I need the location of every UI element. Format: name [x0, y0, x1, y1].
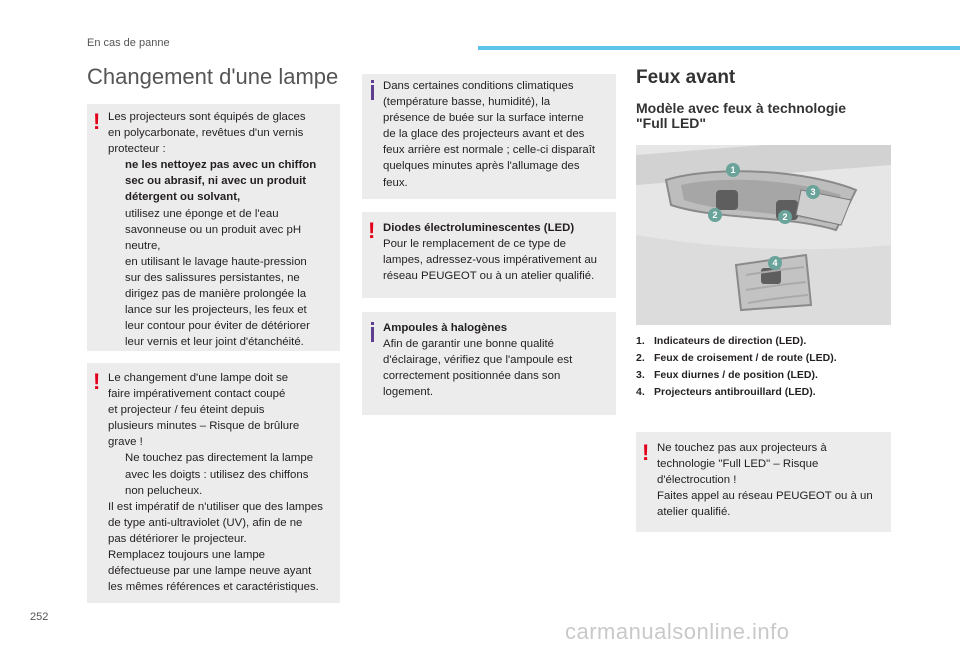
warning-box-lamp-change: [87, 363, 340, 603]
section-title: Feux avant: [636, 67, 736, 88]
warning-box-led: [362, 212, 616, 298]
badge-3: 3: [806, 185, 820, 199]
info-icon: [371, 85, 374, 100]
warning-text: Le changement d'une lampe doit se faire impérativement contact coupé et projecteur / feu éteint depuis plusieurs minutes – Risque de brûlure grave ! Ne touchez pas directement la lampe avec les doigts : utilisez des chiffons non pelucheux. Il est impératif de n'utiliser que des lampes de type anti-ultraviolet (UV), afin de ne pas détériorer le projecteur. Remplacez toujours une lampe défectueuse par une lampe neuve ayant les mêmes références et caractéristiques.: [108, 370, 334, 595]
warning-icon: !: [642, 440, 650, 465]
info-text: Dans certaines conditions climatiques (température basse, humidité), la présence de buée sur la surface interne de la glace des projecteurs avant et des feux arrière est normale ; celle-ci disparaît quelques minutes après l'allumage des feux.: [383, 80, 596, 189]
warning-icon: !: [93, 369, 101, 394]
info-icon-dot: [371, 322, 374, 325]
box-title: Diodes électroluminescentes (LED): [383, 222, 575, 234]
badge-1: 1: [726, 163, 740, 177]
bullet-item: utilisez une éponge et de l'eau savonneuse ou un produit avec pH neutre,: [125, 207, 302, 252]
info-icon-dot: [371, 80, 374, 83]
warning-text: Ne touchez pas aux projecteurs à technologie "Full LED" – Risque d'électrocution ! Faites appel au réseau PEUGEOT ou à un atelier qualifié.: [657, 442, 873, 519]
legend-item: 4. Projecteurs antibrouillard (LED).: [636, 386, 816, 398]
warning-icon: !: [368, 218, 376, 243]
warning-text: Les projecteurs sont équipés de glaces en polycarbonate, revêtues d'un vernis protecteur : ne les nettoyez pas avec un chiffon sec ou abrasif, ni avec un produit détergent ou solvant, utilisez une éponge et de l'eau savonneuse ou un produit avec pH neutre, en utilisant le lavage haute-pression sur des salissures persistantes, ne dirigez pas de manière prolongée la lance sur les projecteurs, les feux et leur contour pour éviter de détériorer leur vernis et leur joint d'étanchéité.: [108, 109, 334, 350]
section-subtitle: Modèle avec feux à technologie "Full LED": [636, 100, 847, 131]
info-icon: [371, 327, 374, 342]
bullet-item: ne les nettoyez pas avec un chiffon sec ou abrasif, ni avec un produit détergent ou solvant,: [125, 159, 317, 204]
info-text: Ampoules à halogènes Afin de garantir une bonne qualité d'éclairage, vérifiez que l'ampoule est correctement positionnée dans son logement.: [383, 320, 610, 400]
badge-4: 4: [768, 256, 782, 270]
warning-box-full-led: [636, 432, 891, 532]
warning-box-cleaning: [87, 104, 340, 351]
bullet-item: en utilisant le lavage haute-pression sur des salissures persistantes, ne dirigez pas de manière prolongée la lance sur les projecteurs, les feux et leur contour pour éviter de détériorer leur vernis et leur joint d'étanchéité.: [125, 255, 310, 349]
warning-text: Diodes électroluminescentes (LED) Pour le remplacement de ce type de lampes, adressez-vous impérativement au réseau PEUGEOT ou à un atelier qualifié.: [383, 220, 610, 284]
photo-legend: [636, 333, 837, 401]
headlight-illustration: [636, 145, 891, 325]
info-box-halogen: [362, 312, 616, 415]
page-title: Changement d'une lampe: [87, 64, 339, 89]
page-number: 252: [30, 611, 49, 623]
bullet-item: Ne touchez pas directement la lampe avec les doigts : utilisez des chiffons non pelucheux.: [125, 452, 314, 497]
badge-2a: 2: [708, 208, 722, 222]
legend-item: 2. Feux de croisement / de route (LED).: [636, 352, 837, 364]
headlight-photo: [636, 145, 891, 325]
box-title: Ampoules à halogènes: [383, 322, 508, 334]
badge-2b: 2: [778, 210, 792, 224]
info-box-condensation: [362, 74, 616, 199]
section-header: En cas de panne: [87, 37, 170, 49]
header-accent-bar: [478, 46, 960, 50]
warning-icon: !: [93, 109, 101, 134]
legend-item: 1. Indicateurs de direction (LED).: [636, 335, 807, 347]
legend-item: 3. Feux diurnes / de position (LED).: [636, 369, 818, 381]
watermark: carmanualsonline.info: [565, 619, 790, 644]
